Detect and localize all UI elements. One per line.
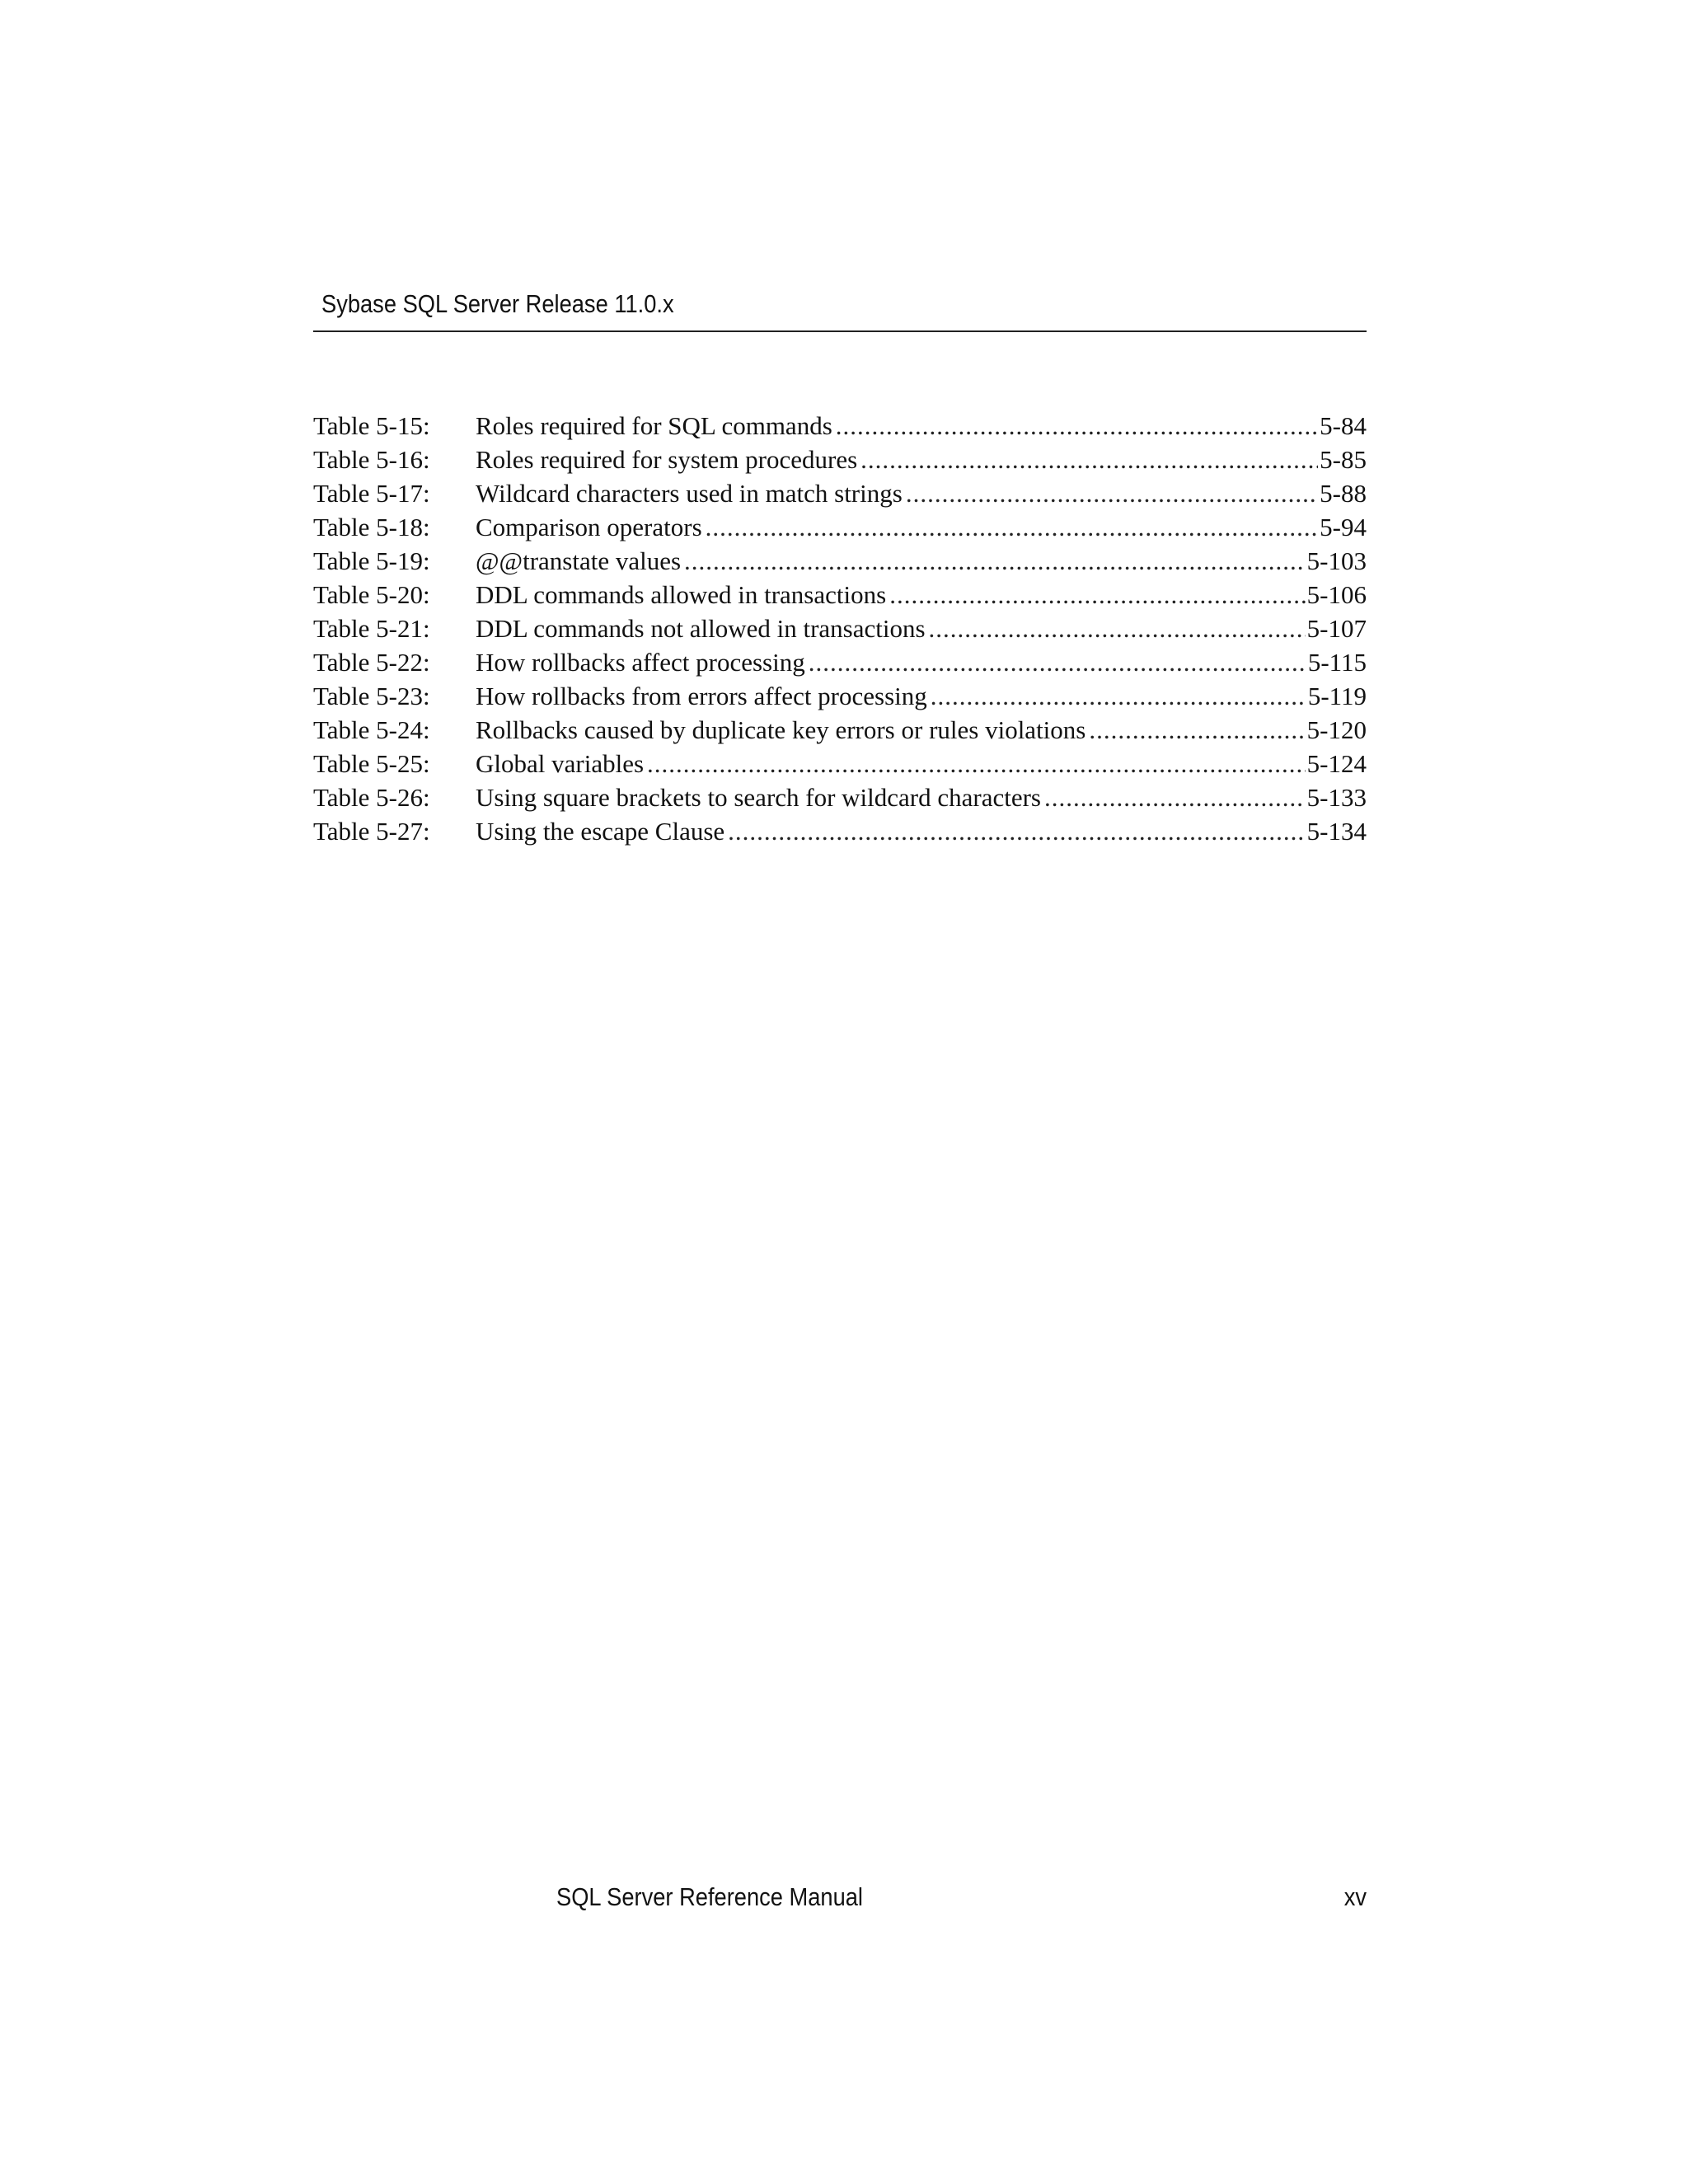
toc-entry-number: Table 5-27:: [313, 817, 430, 846]
dot-leader: [860, 443, 1318, 476]
toc-entry-page: 5-106: [1306, 580, 1367, 609]
toc-entry-number: Table 5-21:: [313, 614, 430, 643]
toc-entry-title: DDL commands allowed in transactions: [476, 580, 887, 609]
toc-entry-number: Table 5-23:: [313, 682, 430, 710]
running-header: [313, 284, 1367, 332]
toc-entry-title: Using square brackets to search for wildcard characters: [476, 783, 1041, 812]
dot-leader: [906, 476, 1318, 510]
toc-entry-page: 5-94: [1320, 513, 1367, 541]
toc-entry-page: 5-124: [1306, 749, 1367, 778]
toc-entry-number: Table 5-17:: [313, 479, 430, 508]
dot-leader: [929, 612, 1306, 645]
running-header-title: Sybase SQL Server Release 11.0.x: [321, 289, 674, 318]
toc-entry-title: Global variables: [476, 749, 645, 778]
toc-entry-number: Table 5-18:: [313, 513, 430, 541]
toc-entry[interactable]: [313, 510, 1367, 544]
toc-entry-title: Rollbacks caused by duplicate key errors or rules violations: [476, 715, 1086, 744]
toc-entry-page: 5-103: [1306, 546, 1367, 575]
dot-leader: [931, 679, 1306, 713]
toc-entry-title: Roles required for SQL commands: [476, 411, 832, 440]
dot-leader: [809, 645, 1306, 679]
toc-entry[interactable]: [313, 780, 1367, 814]
toc-entry-page: 5-85: [1320, 445, 1367, 474]
toc-entry[interactable]: [313, 544, 1367, 578]
toc-entry-number: Table 5-26:: [313, 783, 430, 812]
toc-entry-page: 5-107: [1306, 614, 1367, 643]
dot-leader: [1089, 713, 1305, 747]
toc-entry-page: 5-115: [1307, 648, 1367, 677]
toc-entry-page: 5-133: [1306, 783, 1367, 812]
toc-entry-page: 5-120: [1306, 715, 1367, 744]
toc-entry-number: Table 5-19:: [313, 546, 430, 575]
toc-entry[interactable]: [313, 814, 1367, 848]
toc-entry[interactable]: [313, 578, 1367, 612]
toc-entry[interactable]: [313, 612, 1367, 645]
dot-leader: [647, 747, 1306, 780]
toc-entry[interactable]: [313, 713, 1367, 747]
toc-entry-number: Table 5-22:: [313, 648, 430, 677]
dot-leader: [706, 510, 1319, 544]
toc-entry-title: How rollbacks from errors affect processing: [476, 682, 927, 710]
toc-entry-number: Table 5-20:: [313, 580, 430, 609]
toc-entry-title: @@transtate values: [476, 546, 682, 575]
toc-entry-title: Comparison operators: [476, 513, 702, 541]
footer-page-number: xv: [1343, 1882, 1367, 1911]
toc-entry-title: Wildcard characters used in match strings: [476, 479, 903, 508]
toc-entry[interactable]: [313, 476, 1367, 510]
toc-entry-number: Table 5-16:: [313, 445, 430, 474]
dot-leader: [889, 578, 1305, 612]
dot-leader: [684, 544, 1306, 578]
toc-entry-page: 5-88: [1320, 479, 1367, 508]
toc-entry-number: Table 5-15:: [313, 411, 430, 440]
toc-entry-number: Table 5-25:: [313, 749, 430, 778]
dot-leader: [728, 814, 1306, 848]
dot-leader: [1044, 780, 1306, 814]
toc-entry[interactable]: [313, 645, 1367, 679]
toc-entry-title: Using the escape Clause: [476, 817, 725, 846]
toc-entry[interactable]: [313, 443, 1367, 476]
toc-entry-title: How rollbacks affect processing: [476, 648, 805, 677]
toc-entry[interactable]: [313, 679, 1367, 713]
toc-entry-page: 5-134: [1306, 817, 1367, 846]
toc-entry-number: Table 5-24:: [313, 715, 430, 744]
toc-entry-page: 5-119: [1307, 682, 1367, 710]
toc-entry-title: DDL commands not allowed in transactions: [476, 614, 926, 643]
toc-entry-page: 5-84: [1320, 411, 1367, 440]
list-of-tables: [313, 409, 1367, 848]
toc-entry[interactable]: [313, 409, 1367, 443]
footer-manual-title: SQL Server Reference Manual: [556, 1882, 864, 1911]
running-footer: [313, 1877, 1367, 1919]
dot-leader: [836, 409, 1318, 443]
toc-entry-title: Roles required for system procedures: [476, 445, 858, 474]
toc-entry[interactable]: [313, 747, 1367, 780]
